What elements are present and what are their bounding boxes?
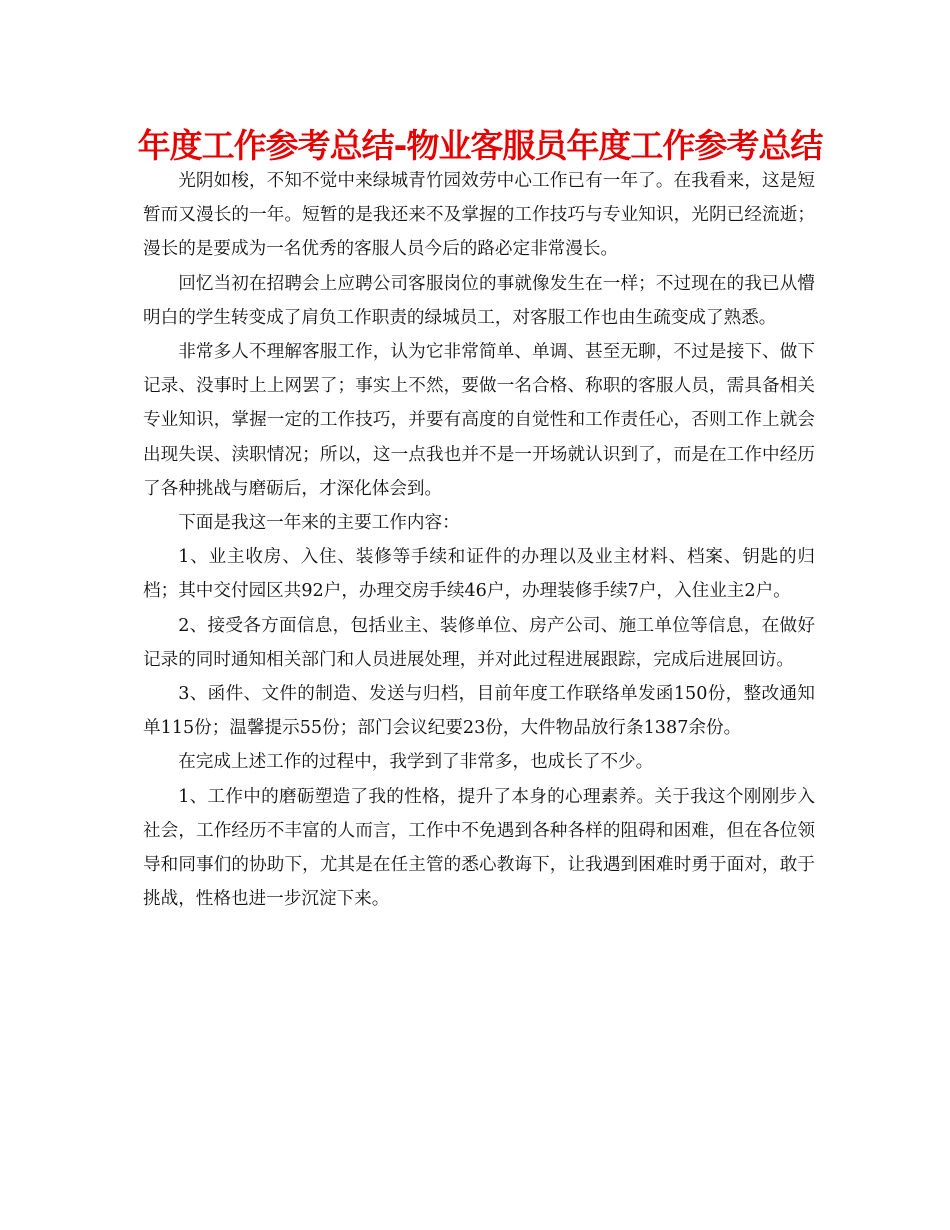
paragraph: 在完成上述工作的过程中，我学到了非常多，也成长了不少。 bbox=[178, 752, 654, 773]
paragraph: 1、业主收房、入住、装修等手续和证件的办理以及业主材料、档案、钥匙的归档；其中交付园区共92户，办理交房手续46户，办理装修手续7户，入住业主2户。 bbox=[143, 547, 815, 602]
paragraph: 回忆当初在招聘会上应聘公司客服岗位的事就像发生在一样；不过现在的我已从懵明白的学生转变成了肩负工作职责的绿城员工，对客服工作也由生疏变成了熟悉。 bbox=[143, 273, 815, 328]
paragraph: 非常多人不理解客服工作，认为它非常简单、单调、甚至无聊，不过是接下、做下记录、没事时上上网罢了；事实上不然，要做一名合格、称职的客服人员，需具备相关专业知识，掌握一定的工作技巧，并要有高度的自觉性和工作责任心，否则工作上就会出现失误、渎职情况；所以，这一点我也并不是一开场就认识到了，而是在工作中经历了各种挑战与磨砺后，才深化体会到。 bbox=[143, 342, 815, 499]
document-title: 年度工作参考总结-物业客服员年度工作参考总结 bbox=[137, 126, 823, 165]
paragraph: 3、函件、文件的制造、发送与归档，目前年度工作联络单发函150份，整改通知单115份；温馨提示55份；部门会议纪要23份，大件物品放行条1387余份。 bbox=[143, 684, 815, 739]
document-body bbox=[143, 164, 815, 916]
paragraph: 2、接受各方面信息，包括业主、装修单位、房产公司、施工单位等信息，在做好记录的同时通知相关部门和人员进展处理，并对此过程进展跟踪，完成后进展回访。 bbox=[143, 615, 815, 670]
paragraph: 光阴如梭，不知不觉中来绿城青竹园效劳中心工作已有一年了。在我看来，这是短暂而又漫长的一年。短暂的是我还来不及掌握的工作技巧与专业知识，光阴已经流逝；漫长的是要成为一名优秀的客服人员今后的路必定非常漫长。 bbox=[143, 171, 815, 260]
paragraph: 1、工作中的磨砺塑造了我的性格，提升了本身的心理素养。关于我这个刚刚步入社会，工作经历不丰富的人而言，工作中不免遇到各种各样的阻碍和困难，但在各位领导和同事们的协助下，尤其是在任主管的悉心教诲下，让我遇到困难时勇于面对，敢于挑战，性格也进一步沉淀下来。 bbox=[143, 786, 815, 910]
paragraph: 下面是我这一年来的主要工作内容： bbox=[178, 513, 460, 534]
